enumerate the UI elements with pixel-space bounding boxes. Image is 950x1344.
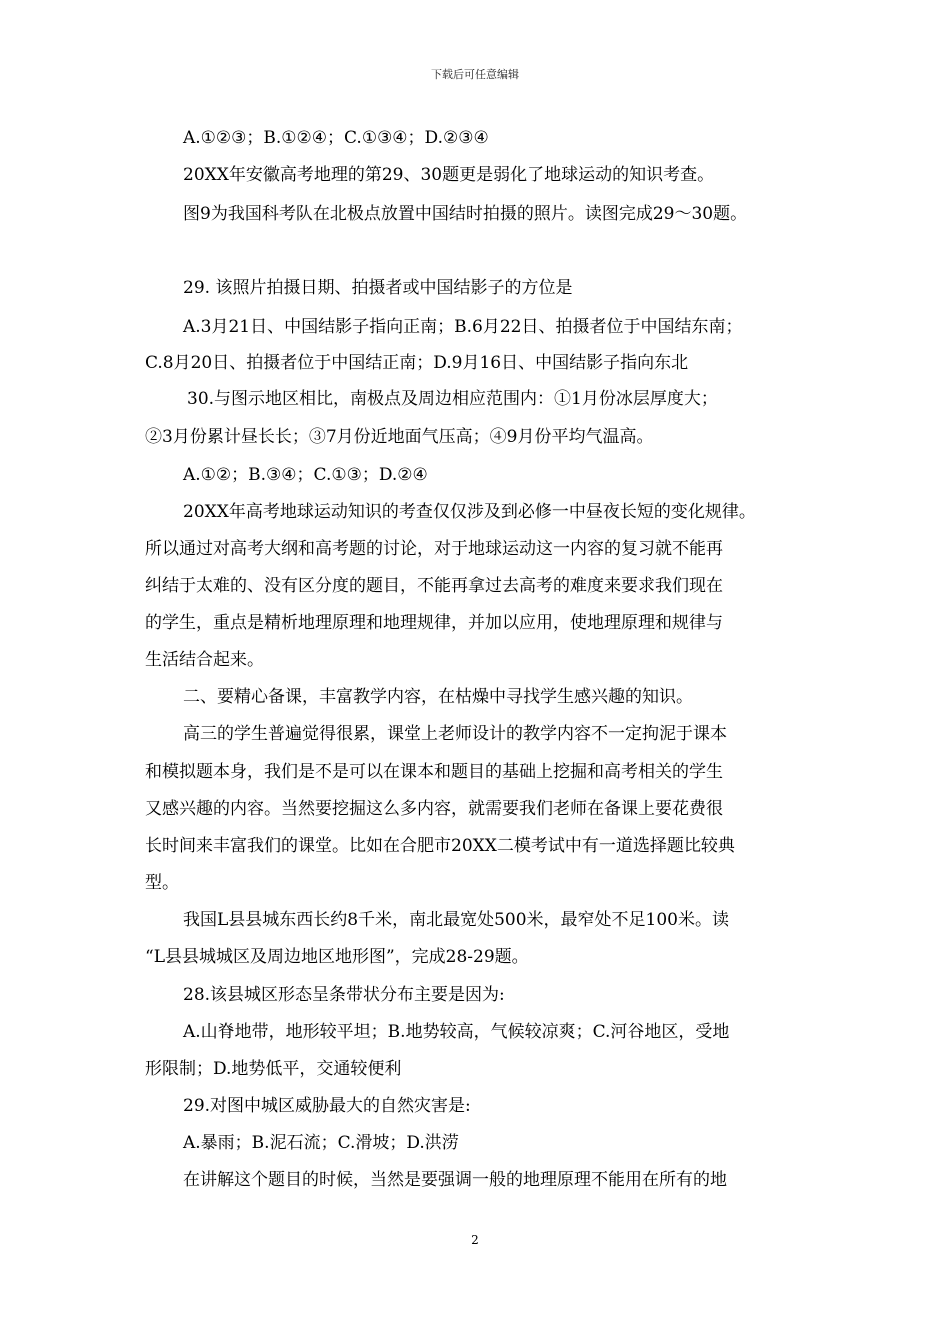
text-line: A.3月21日、中国结影子指向正南；B.6月22日、拍摄者位于中国结东南；	[183, 317, 743, 337]
text-line: 20XX年安徽高考地理的第29、30题更是弱化了地球运动的知识考查。	[183, 165, 715, 185]
text-line: A.①②；B.③④；C.①③；D.②④	[183, 465, 428, 485]
text-line: 我国L县县城东西长约8千米，南北最宽处500米，最窄处不足100米。读	[183, 910, 729, 930]
text-line: 29.对图中城区威胁最大的自然灾害是:	[183, 1096, 471, 1116]
page-header: 下载后可任意编辑	[431, 68, 519, 81]
text-line: 28.该县城区形态呈条带状分布主要是因为:	[183, 985, 505, 1005]
text-line: A.①②③；B.①②④；C.①③④；D.②③④	[183, 128, 489, 148]
text-line: 和模拟题本身，我们是不是可以在课本和题目的基础上挖掘和高考相关的学生	[145, 762, 723, 782]
page-number: 2	[471, 1233, 479, 1247]
text-line: 又感兴趣的内容。当然要挖掘这么多内容，就需要我们老师在备课上要花费很	[145, 799, 723, 819]
text-line: 形限制；D.地势低平，交通较便利	[145, 1059, 402, 1079]
text-line: 29. 该照片拍摄日期、拍摄者或中国结影子的方位是	[183, 278, 573, 298]
text-line: A.山脊地带，地形较平坦；B.地势较高，气候较凉爽；C.河谷地区，受地	[183, 1022, 730, 1042]
text-line: 图9为我国科考队在北极点放置中国结时拍摄的照片。读图完成29～30题。	[183, 204, 748, 224]
text-line: 生活结合起来。	[145, 650, 264, 670]
text-line: 的学生，重点是精析地理原理和地理规律，并加以应用，使地理原理和规律与	[145, 613, 723, 633]
text-line: 20XX年高考地球运动知识的考查仅仅涉及到必修一中昼夜长短的变化规律。	[183, 502, 756, 522]
text-line: ②3月份累计昼长长；③7月份近地面气压高；④9月份平均气温高。	[145, 427, 654, 447]
text-line: 在讲解这个题目的时候，当然是要强调一般的地理原理不能用在所有的地	[183, 1170, 727, 1190]
text-line: 高三的学生普遍觉得很累，课堂上老师设计的教学内容不一定拘泥于课本	[183, 724, 727, 744]
text-line: 所以通过对高考大纲和高考题的讨论，对于地球运动这一内容的复习就不能再	[145, 539, 723, 559]
text-line: 型。	[145, 873, 179, 893]
text-line: A.暴雨；B.泥石流；C.滑坡；D.洪涝	[183, 1133, 459, 1153]
text-line: 30.与图示地区相比，南极点及周边相应范围内：①1月份冰层厚度大；	[187, 389, 718, 409]
text-line: “L县县城城区及周边地区地形图”，完成28-29题。	[145, 947, 529, 967]
text-line: 纠结于太难的、没有区分度的题目，不能再拿过去高考的难度来要求我们现在	[145, 576, 723, 596]
text-line: 二、要精心备课，丰富教学内容，在枯燥中寻找学生感兴趣的知识。	[183, 687, 693, 707]
text-line: 长时间来丰富我们的课堂。比如在合肥市20XX二模考试中有一道选择题比较典	[145, 836, 735, 856]
text-line: C.8月20日、拍摄者位于中国结正南；D.9月16日、中国结影子指向东北	[145, 353, 689, 373]
